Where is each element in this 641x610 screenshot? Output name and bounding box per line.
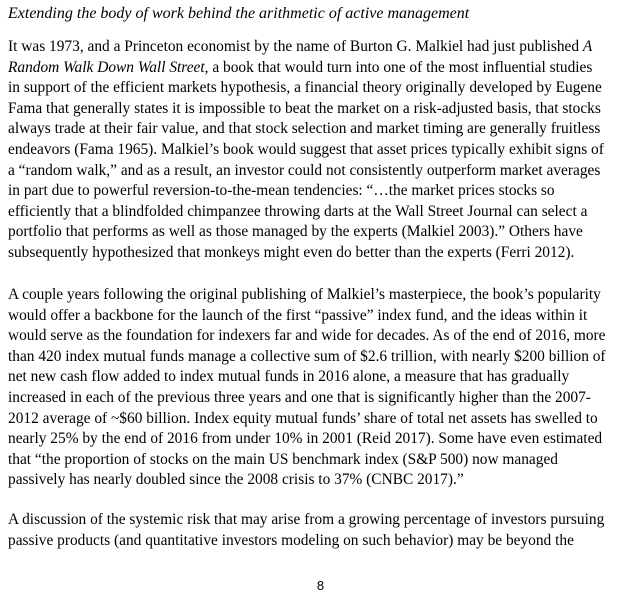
paragraph-line: always trade at their fair value, and that stock selection and market timing are generally fruitless xyxy=(8,120,601,138)
paragraph-line: 2012 average of ~$60 billion. Index equity mutual funds’ share of total net assets has swelled to xyxy=(8,409,598,427)
paragraph-1 xyxy=(8,37,604,264)
page-number: 8 xyxy=(316,578,325,593)
paragraph-line: increased in each of the previous three years and one that is significantly higher than the 2007- xyxy=(8,388,591,406)
paragraph-line xyxy=(8,37,604,58)
line-text: It was 1973, and a Princeton economist by the name of Burton G. Malkiel had just published xyxy=(8,38,583,55)
book-title-text: A xyxy=(582,38,593,55)
paragraph-line: passively has nearly doubled since the 2008 crisis to 37% (CNBC 2017).” xyxy=(8,471,464,489)
paragraph-line: that “the proportion of stocks on the main US benchmark index (S&P 500) now managed xyxy=(8,450,558,468)
paragraph-line xyxy=(8,58,604,79)
paragraph-line: subsequently hypothesized that monkeys might even do better than the experts (Ferri 2012). xyxy=(8,243,575,261)
paragraph-line: efficiently that a blindfolded chimpanzee throwing darts at the Wall Street Journal can select a xyxy=(8,202,588,220)
paragraph-line: endeavors (Fama 1965). Malkiel’s book would suggest that asset prices typically exhibit signs of xyxy=(8,140,604,158)
section-heading: Extending the body of work behind the arithmetic of active management xyxy=(8,5,470,22)
paragraph-line: than 420 index mutual funds manage a collective sum of $2.6 trillion, with nearly $200 billion of xyxy=(8,347,606,365)
paragraph-line: net new cash flow added to index mutual funds in 2016 alone, a measure that has gradually xyxy=(8,368,570,386)
paragraph-line: a “random walk,” and as a result, an investor could not consistently outperform market averages xyxy=(8,161,601,179)
paragraph-line: portfolio that performs as well as those managed by the experts (Malkiel 2003).” Others have xyxy=(8,223,583,241)
paragraph-line: nearly 25% by the end of 2016 from under 10% in 2001 (Reid 2017). Some have even estimated xyxy=(8,430,603,448)
paragraph-line: A couple years following the original publishing of Malkiel’s masterpiece, the book’s popularity xyxy=(8,286,601,303)
book-title-text: Random Walk Down Wall Street xyxy=(8,58,205,76)
paragraph-2 xyxy=(8,285,606,491)
line-text: , a book that would turn into one of the most influential studies xyxy=(204,58,593,76)
paragraph-line: Fama that generally states it is impossible to beat the market on a risk-adjusted basis, that stocks xyxy=(8,99,601,117)
paragraph-3 xyxy=(8,510,604,551)
paragraph-line: would serve as the foundation for indexers far and wide for decades. As of the end of 2016, more xyxy=(8,327,606,345)
paragraph-line: would offer a backbone for the launch of the first “passive” index fund, and the ideas within it xyxy=(8,306,588,324)
paragraph-line: in part due to powerful reversion-to-the-mean tendencies: “…the market prices stocks so xyxy=(8,182,555,200)
paragraph-line: A discussion of the systemic risk that may arise from a growing percentage of investors pursuing xyxy=(8,511,605,528)
paragraph-line: in support of the efficient markets hypothesis, a financial theory originally developed by Eugene xyxy=(8,79,602,97)
paragraph-line: passive products (and quantitative investors modeling on such behavior) may be beyond the xyxy=(8,531,574,549)
